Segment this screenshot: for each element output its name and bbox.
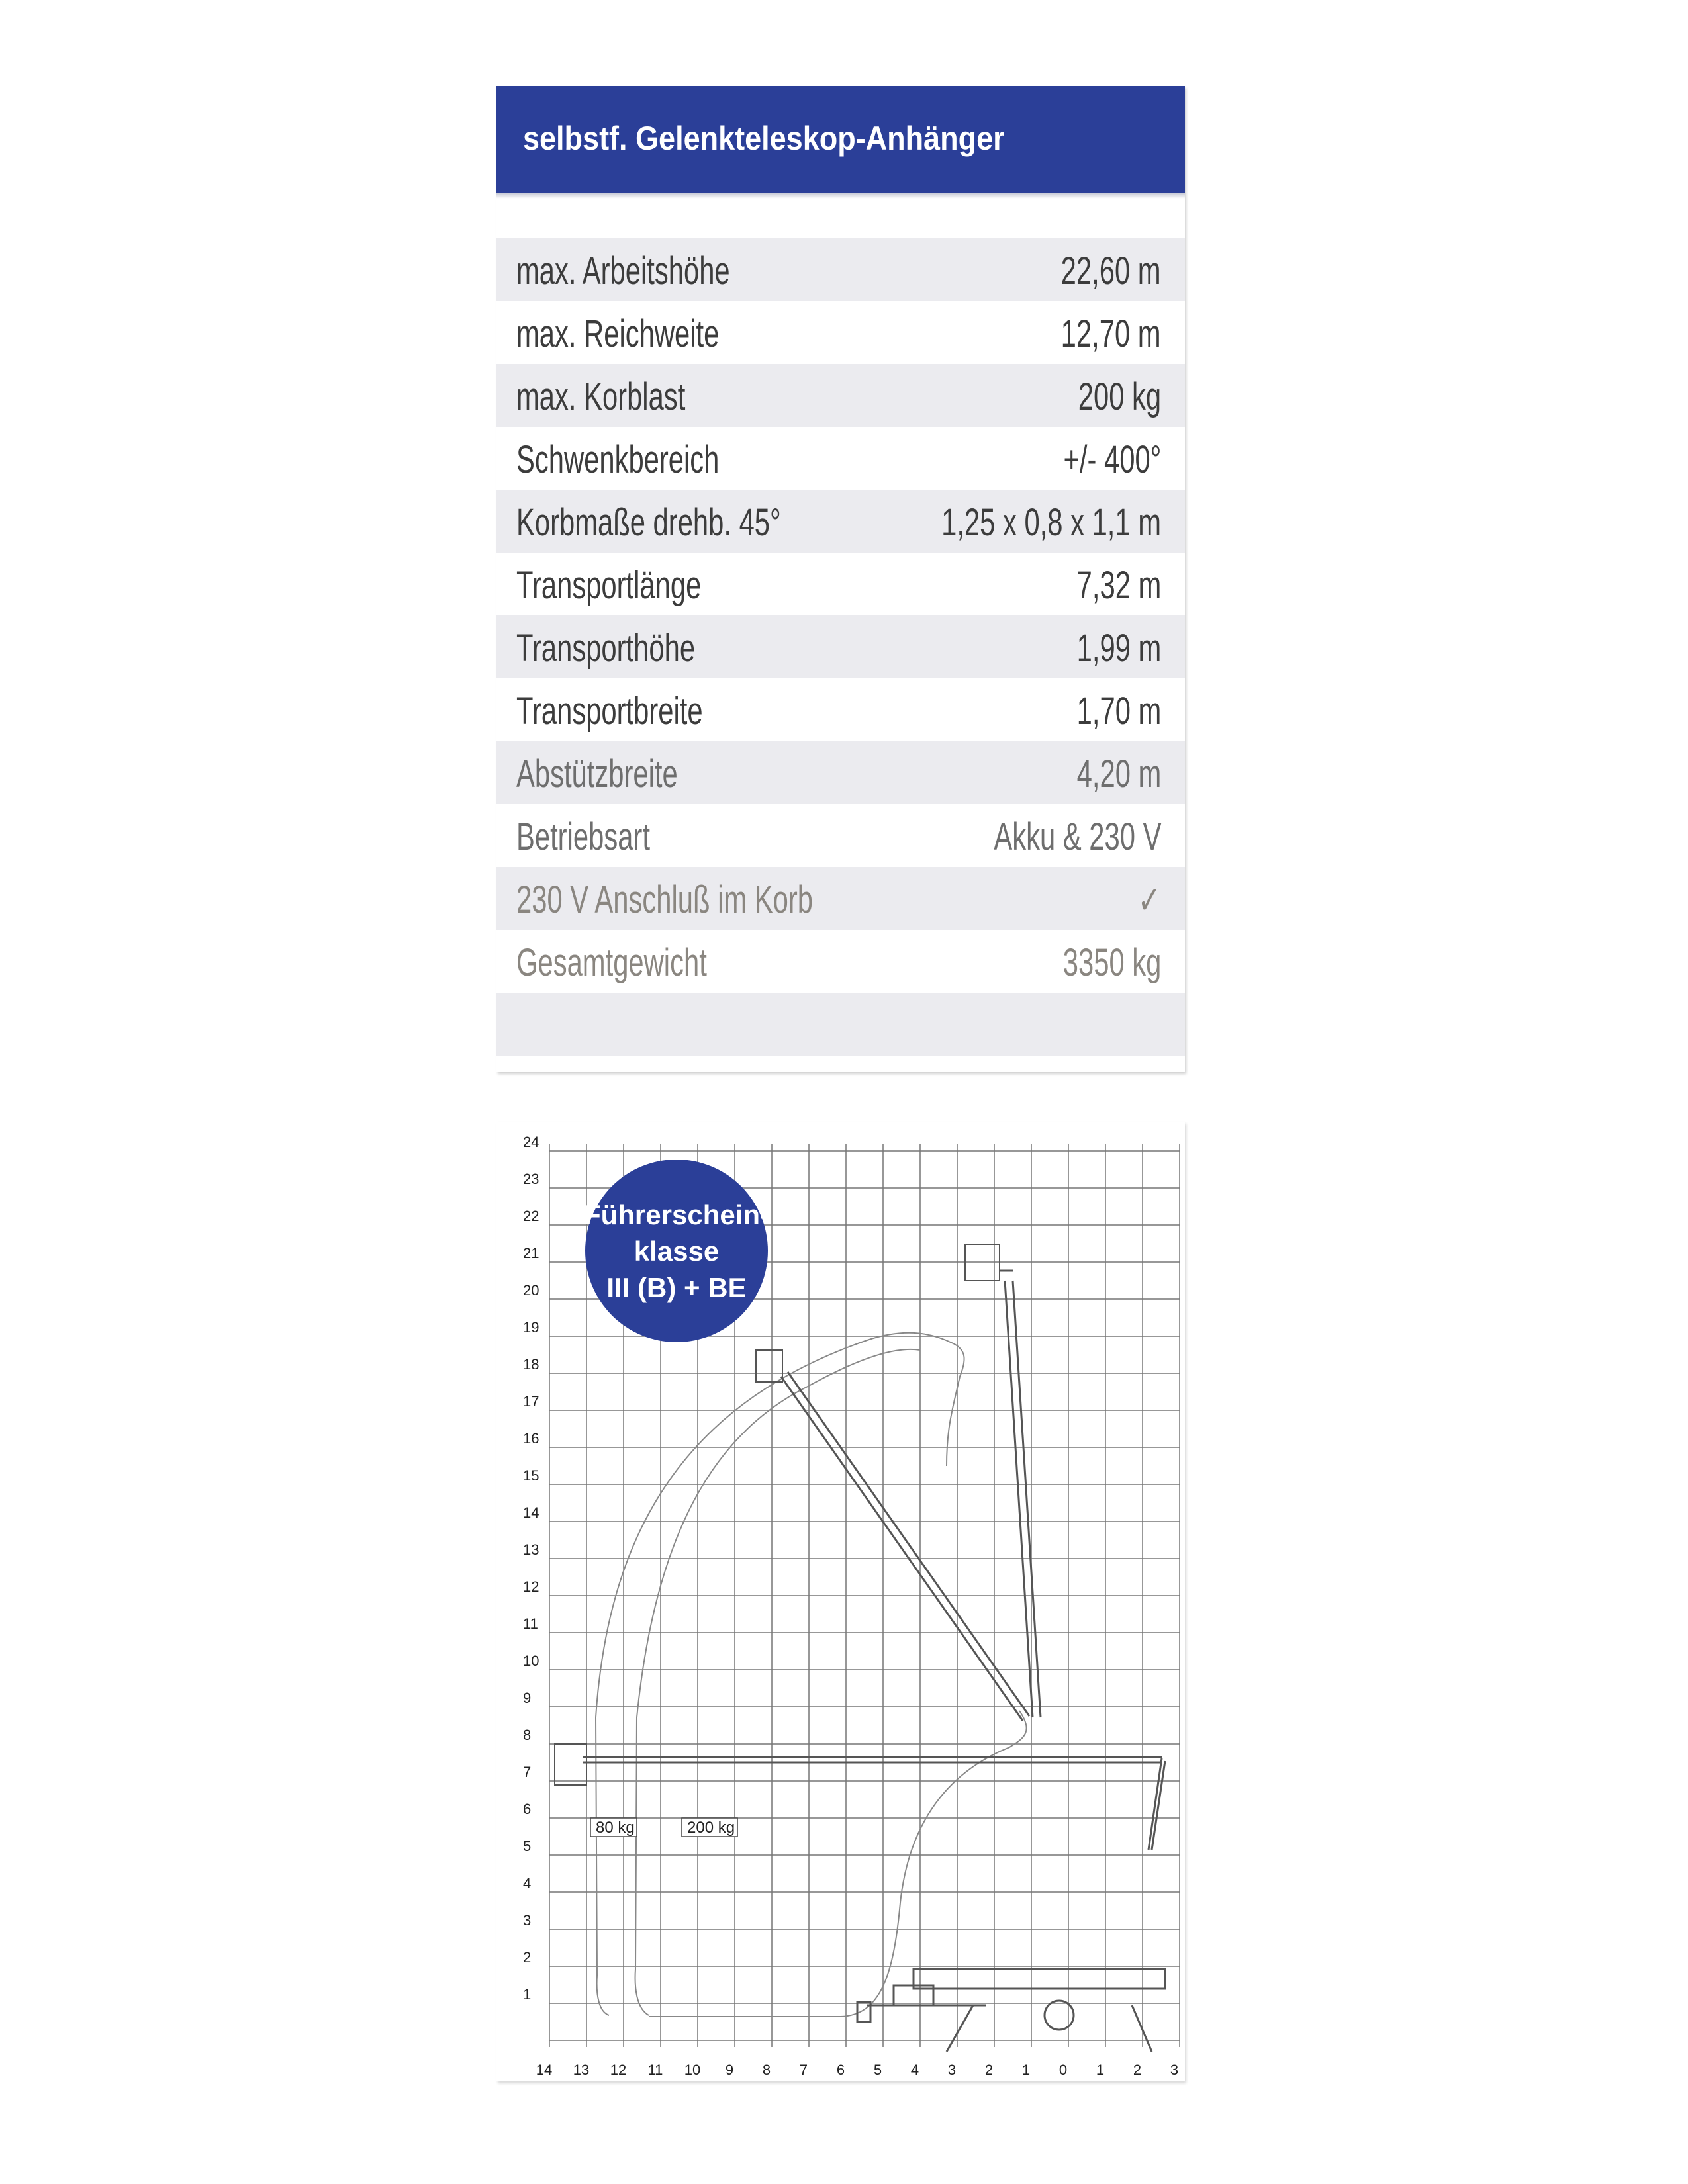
- check-mark-icon: ✓: [1138, 879, 1161, 922]
- spec-row-empty: [496, 993, 1185, 1056]
- y-tick-label: 9: [523, 1690, 532, 1706]
- spec-label: max. Korblast: [516, 375, 686, 418]
- y-tick-label: 22: [523, 1208, 539, 1224]
- x-tick-label: 12: [610, 2062, 627, 2078]
- spec-value: Akku & 230 V: [993, 815, 1161, 858]
- y-tick-label: 24: [523, 1134, 539, 1150]
- spec-value: 1,25 x 0,8 x 1,1 m: [941, 501, 1161, 544]
- spec-row: [496, 553, 1185, 615]
- x-tick-label: 7: [799, 2062, 808, 2078]
- spec-value: 22,60 m: [1061, 250, 1161, 293]
- y-tick-label: 17: [523, 1393, 539, 1410]
- x-tick-label: 9: [725, 2062, 734, 2078]
- y-tick-label: 6: [523, 1801, 532, 1817]
- y-tick-label: 1: [523, 1986, 532, 2003]
- y-tick-label: 7: [523, 1764, 532, 1780]
- y-tick-label: 19: [523, 1319, 539, 1336]
- title-bar: [496, 86, 1185, 193]
- spec-label: Transporthöhe: [516, 627, 696, 670]
- spec-row: [496, 804, 1185, 867]
- y-axis-ticks: [523, 1134, 539, 2003]
- spec-row: [496, 238, 1185, 301]
- y-tick-label: 15: [523, 1467, 539, 1484]
- y-tick-label: 8: [523, 1727, 532, 1743]
- y-tick-label: 16: [523, 1430, 539, 1447]
- working-range-diagram: [496, 1122, 1185, 2081]
- load-label-200kg: 200 kg: [687, 1819, 735, 1837]
- y-tick-label: 20: [523, 1282, 539, 1298]
- spec-row: [496, 427, 1185, 490]
- x-tick-label: 1: [1096, 2062, 1105, 2078]
- x-tick-label: 2: [1133, 2062, 1142, 2078]
- spec-row: [496, 930, 1185, 993]
- x-tick-label: 0: [1058, 2062, 1068, 2078]
- y-tick-label: 13: [523, 1541, 539, 1558]
- x-tick-label: 1: [1021, 2062, 1031, 2078]
- spec-label: Schwenkbereich: [516, 438, 720, 481]
- x-tick-label: 13: [573, 2062, 590, 2078]
- spec-label: max. Arbeitshöhe: [516, 250, 730, 293]
- spec-row: [496, 867, 1185, 930]
- y-tick-label: 12: [523, 1578, 539, 1595]
- y-tick-label: 18: [523, 1356, 539, 1373]
- spec-label: 230 V Anschluß im Korb: [516, 878, 813, 921]
- load-label-80kg: 80 kg: [596, 1819, 635, 1837]
- spec-label: Korbmaße drehb. 45°: [516, 501, 781, 544]
- x-tick-label: 3: [947, 2062, 957, 2078]
- spec-label: Transportlänge: [516, 564, 702, 607]
- y-tick-label: 21: [523, 1245, 539, 1261]
- y-tick-label: 14: [523, 1504, 539, 1521]
- spec-row: [496, 678, 1185, 741]
- spec-value: 200 kg: [1078, 375, 1161, 418]
- badge-line-2: klasse: [633, 1236, 720, 1267]
- x-tick-label: 2: [984, 2062, 994, 2078]
- y-tick-label: 23: [523, 1171, 539, 1187]
- boom-diagonal: [756, 1350, 1029, 1721]
- spec-table: [496, 238, 1185, 1056]
- spec-value: 7,32 m: [1076, 564, 1161, 607]
- y-tick-label: 3: [523, 1912, 532, 1929]
- badge-line-1: Führerschein-: [583, 1199, 770, 1230]
- boom-horizontal: [555, 1744, 1165, 1850]
- spec-row: [496, 615, 1185, 678]
- spec-value: 3350 kg: [1062, 941, 1161, 984]
- spec-label: Abstützbreite: [516, 752, 678, 796]
- x-tick-label: 11: [647, 2062, 663, 2078]
- x-tick-label: 8: [762, 2062, 771, 2078]
- x-tick-label: 10: [684, 2062, 701, 2078]
- x-axis-ticks: [536, 2062, 1178, 2078]
- x-tick-label: 4: [910, 2062, 919, 2078]
- spec-label: Transportbreite: [516, 690, 703, 733]
- badge-line-3: III (B) + BE: [606, 1272, 747, 1303]
- spec-label: Gesamtgewicht: [516, 941, 707, 984]
- spec-label: max. Reichweite: [516, 312, 720, 355]
- x-tick-label: 6: [836, 2062, 845, 2078]
- spec-row: [496, 490, 1185, 553]
- y-tick-label: 10: [523, 1653, 539, 1669]
- boom-max-height: [965, 1244, 1041, 1717]
- spec-row: [496, 364, 1185, 427]
- y-tick-label: 5: [523, 1838, 532, 1854]
- spec-card: [496, 86, 1185, 1072]
- spec-value: 1,70 m: [1076, 690, 1161, 733]
- envelope-200kg-curve: [635, 1349, 920, 2015]
- spec-label: Betriebsart: [516, 815, 650, 858]
- x-tick-label: 5: [873, 2062, 882, 2078]
- envelope-80kg-curve: [596, 1333, 964, 2015]
- spec-row: [496, 741, 1185, 804]
- y-tick-label: 4: [523, 1875, 532, 1891]
- diagram-canvas: [496, 1122, 1185, 2081]
- spec-value: +/- 400°: [1063, 438, 1161, 481]
- spec-value: 4,20 m: [1076, 752, 1161, 796]
- spec-value: 12,70 m: [1061, 312, 1161, 355]
- y-tick-label: 11: [523, 1615, 538, 1632]
- x-tick-label: 14: [536, 2062, 553, 2078]
- trailer-base: [857, 1969, 1165, 2052]
- y-tick-label: 2: [523, 1949, 532, 1966]
- spec-value: 1,99 m: [1076, 627, 1161, 670]
- spec-row: [496, 301, 1185, 364]
- x-tick-label: 3: [1170, 2062, 1179, 2078]
- page-title: selbstf. Gelenkteleskop-Anhänger: [523, 120, 1005, 157]
